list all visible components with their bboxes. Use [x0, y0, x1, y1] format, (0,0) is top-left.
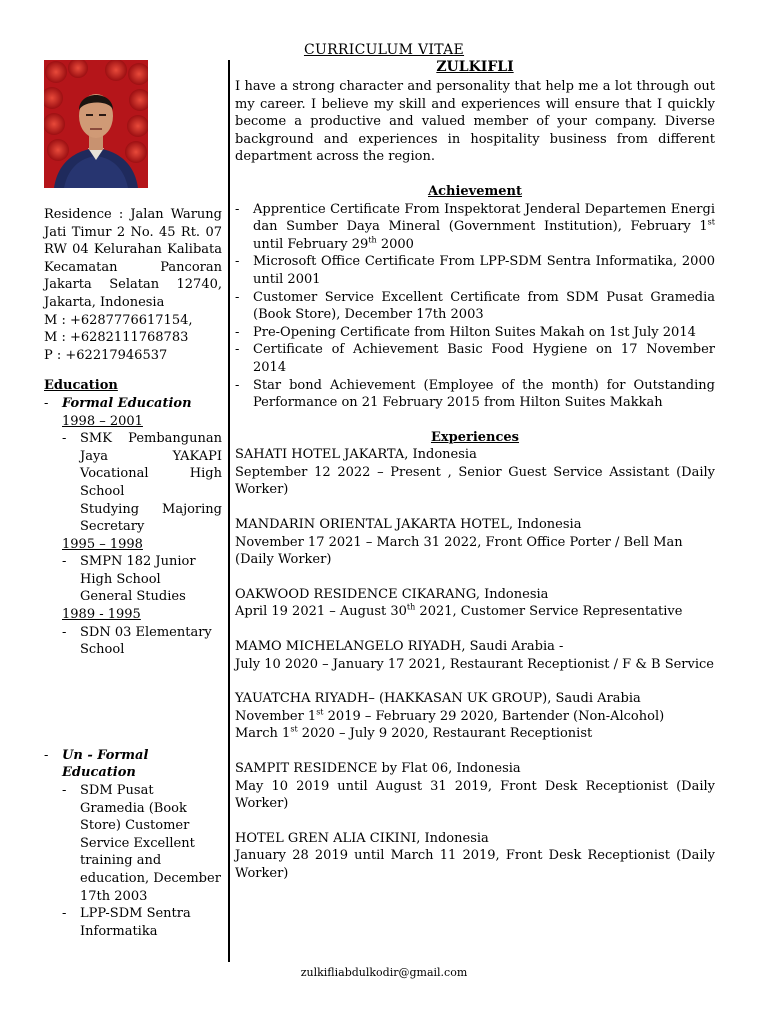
experience-company: MAMO MICHELANGELO RIYADH, Saudi Arabia -	[235, 639, 564, 655]
experience-company: OAKWOOD RESIDENCE CIKARANG, Indonesia	[235, 586, 549, 602]
experience-company: SAHATI HOTEL JAKARTA, Indonesia	[235, 447, 477, 463]
document-title: CURRICULUM VITAE	[303, 42, 465, 58]
experience-company: YAUATCHA RIYADH– (HAKKASAN UK GROUP), Saudi Arabia	[235, 691, 641, 707]
formal-education-label: - Formal Education	[44, 395, 192, 411]
experience-entry	[235, 690, 715, 743]
experience-company: SAMPIT RESIDENCE by Flat 06, Indonesia	[235, 761, 521, 776]
experience-company: HOTEL GREN ALIA CIKINI, Indonesia	[235, 830, 489, 846]
experience-entry	[235, 760, 715, 813]
experience-entry	[235, 446, 715, 499]
achievement-heading: Achievement	[428, 183, 522, 199]
candidate-name: ZULKIFLI	[436, 59, 514, 75]
profile-photo	[44, 60, 148, 188]
formal-years-3: 1989 - 1995	[62, 607, 141, 623]
formal-school-1: - SMK Pembangunan Jaya YAKAPI Vocational High School Studying Majoring Secretary	[62, 431, 222, 535]
bullet-dash: -	[44, 395, 49, 411]
contact-mobile-1: M : +6287776617154,	[44, 312, 193, 328]
formal-detail-2: General Studies	[80, 589, 186, 605]
contact-residence: Residence : Jalan Warung Jati Timur 2 No. 45 Rt. 07 RW 04 Kelurahan Kalibata Kecamatan Pancoran Jakarta Selatan 12740, Jakarta, Indonesia	[44, 207, 222, 310]
achievement-item: - Certificate of Achievement Basic Food Hygiene on 17 November 2014	[235, 342, 715, 375]
formal-detail-1: Studying Majoring Secretary	[80, 501, 222, 535]
experience-entry	[235, 516, 715, 569]
experience-detail: April 19 2021 – August 30th 2021, Customer Service Representative	[235, 603, 683, 620]
informal-education-label: - Un - Formal Education	[44, 747, 149, 781]
profile-photo-icon	[44, 60, 148, 188]
achievement-item: - Customer Service Excellent Certificate from SDM Pusat Gramedia (Book Store), December 17th 2003	[235, 289, 715, 323]
experience-detail: March 1st 2020 – July 9 2020, Restaurant Receptionist	[235, 725, 593, 742]
formal-school-2: - SMPN 182 Junior High School General Studies	[44, 553, 222, 606]
experiences-heading: Experiences	[430, 429, 520, 445]
informal-entry-1: - SDM Pusat Gramedia (Book Store) Customer Service Excellent training and education, December 17th 2003	[62, 783, 221, 904]
contact-mobile-2: M : +6282111768783	[44, 330, 189, 346]
experience-detail: November 17 2021 – March 31 2022, Front Office Porter / Bell Man (Daily Worker)	[235, 534, 683, 568]
achievement-item: - Star bond Achievement (Employee of the month) for Outstanding Performance on 21 February 2015 from Hilton Suites Makkah	[235, 377, 715, 411]
experience-detail: January 28 2019 until March 11 2019, Front Desk Receptionist (Daily Worker)	[235, 848, 715, 881]
experience-entry	[235, 586, 715, 621]
experience-detail: July 10 2020 – January 17 2021, Restaurant Receptionist / F & B Service	[235, 656, 714, 672]
achievement-item: - Microsoft Office Certificate From LPP-SDM Sentra Informatika, 2000 until 2001	[235, 254, 715, 287]
formal-years-1: 1998 – 2001	[62, 413, 143, 429]
footer-email: zulkifliabdulkodir@gmail.com	[300, 966, 468, 979]
experience-entry	[235, 830, 715, 883]
experience-company: MANDARIN ORIENTAL JAKARTA HOTEL, Indonesia	[235, 517, 582, 533]
contact-phone: P : +62217946537	[44, 347, 168, 363]
formal-years-2: 1995 – 1998	[62, 536, 143, 552]
informal-entry-2: - LPP-SDM Sentra Informatika	[62, 906, 191, 939]
column-divider	[228, 60, 230, 962]
experience-detail: May 10 2019 until August 31 2019, Front Desk Receptionist (Daily Worker)	[235, 778, 715, 812]
experience-entry	[235, 638, 715, 673]
achievement-item: - Pre-Opening Certificate from Hilton Suites Makah on 1st July 2014	[235, 324, 696, 340]
profile-summary: I have a strong character and personality that help me a lot through out my career. I believe my skill and experiences will ensure that I quickly become a productive and valued member of your company. Diverse background and experiences in hospitality business from different department across the region.	[235, 79, 715, 165]
formal-school-3: - SDN 03 Elementary School	[62, 624, 212, 658]
experience-detail: November 1st 2019 – February 29 2020, Bartender (Non-Alcohol)	[235, 707, 665, 724]
right-column	[235, 78, 715, 883]
left-column	[44, 206, 222, 940]
spacer	[44, 659, 222, 747]
achievement-item: - Apprentice Certificate From Inspektorat Jenderal Departemen Energi dan Sumber Daya Mineral (Government Institution), February 1st until February 29th 2000	[235, 201, 715, 252]
education-heading: Education	[44, 378, 118, 394]
experience-detail: September 12 2022 – Present , Senior Guest Service Assistant (Daily Worker)	[235, 464, 715, 498]
